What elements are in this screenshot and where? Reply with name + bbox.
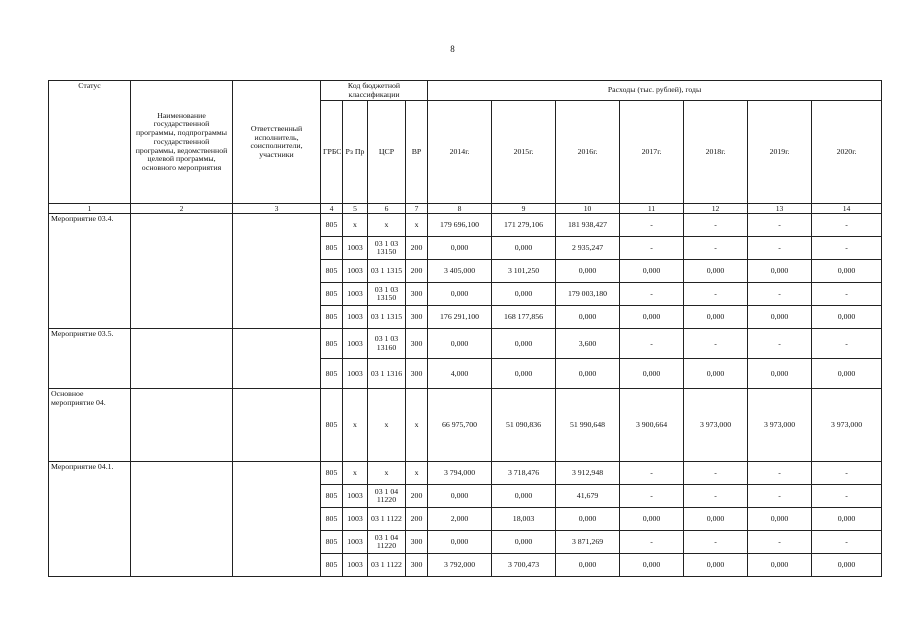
amount-cell: 18,003 xyxy=(492,508,556,531)
amount-cell: 0,000 xyxy=(620,306,684,329)
amount-cell: 66 975,700 xyxy=(428,389,492,462)
program-name-cell xyxy=(131,462,233,577)
amount-cell: 0,000 xyxy=(812,306,882,329)
amount-cell: 3 900,664 xyxy=(620,389,684,462)
amount-cell: - xyxy=(748,462,812,485)
table-row xyxy=(49,389,882,462)
responsible-cell xyxy=(233,214,321,329)
amount-cell: 0,000 xyxy=(748,359,812,389)
amount-cell: 0,000 xyxy=(556,260,620,283)
amount-cell: - xyxy=(684,531,748,554)
amount-cell: 3 794,000 xyxy=(428,462,492,485)
amount-cell: 0,000 xyxy=(684,260,748,283)
csr-cell: x xyxy=(368,389,406,462)
amount-cell: 41,679 xyxy=(556,485,620,508)
header-budget-code: Код бюджетной классификации xyxy=(321,81,428,101)
amount-cell: 0,000 xyxy=(556,508,620,531)
amount-cell: 0,000 xyxy=(620,508,684,531)
rzpr-cell: 1003 xyxy=(343,531,368,554)
amount-cell: 3 700,473 xyxy=(492,554,556,577)
amount-cell: 179 003,180 xyxy=(556,283,620,306)
header-vr: ВР xyxy=(406,101,428,204)
grbs-cell: 805 xyxy=(321,260,343,283)
amount-cell: 0,000 xyxy=(492,237,556,260)
csr-cell: 03 1 1315 xyxy=(368,306,406,329)
program-name-cell xyxy=(131,389,233,462)
amount-cell: 0,000 xyxy=(748,554,812,577)
amount-cell: 0,000 xyxy=(684,554,748,577)
column-number: 14 xyxy=(812,204,882,214)
vr-cell: 300 xyxy=(406,306,428,329)
amount-cell: 0,000 xyxy=(492,359,556,389)
column-number: 8 xyxy=(428,204,492,214)
header-csr: ЦСР xyxy=(368,101,406,204)
amount-cell: 179 696,100 xyxy=(428,214,492,237)
status-cell: Мероприятие 04.1. xyxy=(49,462,131,577)
column-number: 10 xyxy=(556,204,620,214)
rzpr-cell: 1003 xyxy=(343,359,368,389)
table-row xyxy=(49,214,882,237)
table-row xyxy=(49,462,882,485)
vr-cell: x xyxy=(406,389,428,462)
grbs-cell: 805 xyxy=(321,508,343,531)
header-year-2016: 2016г. xyxy=(556,101,620,204)
header-row-top xyxy=(49,81,882,101)
header-year-2015: 2015г. xyxy=(492,101,556,204)
amount-cell: - xyxy=(620,237,684,260)
amount-cell: 0,000 xyxy=(492,531,556,554)
vr-cell: 200 xyxy=(406,508,428,531)
status-cell: Мероприятие 03.4. xyxy=(49,214,131,329)
amount-cell: 3 973,000 xyxy=(812,389,882,462)
amount-cell: - xyxy=(812,237,882,260)
amount-cell: 0,000 xyxy=(428,485,492,508)
amount-cell: - xyxy=(812,283,882,306)
amount-cell: - xyxy=(748,283,812,306)
header-year-2019: 2019г. xyxy=(748,101,812,204)
header-year-2017: 2017г. xyxy=(620,101,684,204)
column-number: 3 xyxy=(233,204,321,214)
amount-cell: - xyxy=(748,237,812,260)
header-responsible: Ответственный исполнитель, соисполнители, участники xyxy=(233,81,321,204)
grbs-cell: 805 xyxy=(321,359,343,389)
amount-cell: - xyxy=(812,462,882,485)
amount-cell: 0,000 xyxy=(492,485,556,508)
header-expenses: Расходы (тыс. рублей), годы xyxy=(428,81,882,101)
amount-cell: 0,000 xyxy=(812,260,882,283)
amount-cell: 0,000 xyxy=(748,508,812,531)
vr-cell: 200 xyxy=(406,237,428,260)
column-number: 7 xyxy=(406,204,428,214)
rzpr-cell: 1003 xyxy=(343,329,368,359)
grbs-cell: 805 xyxy=(321,485,343,508)
csr-cell: 03 1 04 11220 xyxy=(368,485,406,508)
vr-cell: 300 xyxy=(406,554,428,577)
csr-cell: 03 1 1122 xyxy=(368,508,406,531)
amount-cell: 0,000 xyxy=(620,260,684,283)
budget-table xyxy=(48,80,882,577)
csr-cell: 03 1 1315 xyxy=(368,260,406,283)
amount-cell: 0,000 xyxy=(556,554,620,577)
amount-cell: 0,000 xyxy=(492,283,556,306)
amount-cell: - xyxy=(620,531,684,554)
column-number: 6 xyxy=(368,204,406,214)
amount-cell: - xyxy=(684,283,748,306)
vr-cell: 300 xyxy=(406,531,428,554)
csr-cell: 03 1 03 13150 xyxy=(368,283,406,306)
grbs-cell: 805 xyxy=(321,554,343,577)
csr-cell: 03 1 1122 xyxy=(368,554,406,577)
amount-cell: - xyxy=(812,485,882,508)
rzpr-cell: x xyxy=(343,214,368,237)
csr-cell: 03 1 1316 xyxy=(368,359,406,389)
rzpr-cell: 1003 xyxy=(343,260,368,283)
header-status: Статус xyxy=(49,81,131,204)
amount-cell: 0,000 xyxy=(812,359,882,389)
amount-cell: - xyxy=(684,214,748,237)
grbs-cell: 805 xyxy=(321,283,343,306)
vr-cell: 300 xyxy=(406,329,428,359)
amount-cell: 3 101,250 xyxy=(492,260,556,283)
amount-cell: 0,000 xyxy=(556,306,620,329)
amount-cell: - xyxy=(620,462,684,485)
grbs-cell: 805 xyxy=(321,237,343,260)
csr-cell: x xyxy=(368,214,406,237)
grbs-cell: 805 xyxy=(321,214,343,237)
amount-cell: 51 090,836 xyxy=(492,389,556,462)
amount-cell: 3 973,000 xyxy=(684,389,748,462)
page-number: 8 xyxy=(450,44,455,54)
responsible-cell xyxy=(233,389,321,462)
amount-cell: 3 912,948 xyxy=(556,462,620,485)
amount-cell: 0,000 xyxy=(684,306,748,329)
csr-cell: 03 1 04 11220 xyxy=(368,531,406,554)
amount-cell: - xyxy=(748,214,812,237)
amount-cell: 0,000 xyxy=(748,306,812,329)
rzpr-cell: 1003 xyxy=(343,554,368,577)
amount-cell: 0,000 xyxy=(684,359,748,389)
column-number: 4 xyxy=(321,204,343,214)
vr-cell: 300 xyxy=(406,359,428,389)
rzpr-cell: 1003 xyxy=(343,306,368,329)
amount-cell: 0,000 xyxy=(812,508,882,531)
column-number: 12 xyxy=(684,204,748,214)
amount-cell: 0,000 xyxy=(428,329,492,359)
amount-cell: 0,000 xyxy=(428,283,492,306)
amount-cell: - xyxy=(748,531,812,554)
csr-cell: x xyxy=(368,462,406,485)
amount-cell: 2 935,247 xyxy=(556,237,620,260)
amount-cell: - xyxy=(812,531,882,554)
responsible-cell xyxy=(233,462,321,577)
column-number-row xyxy=(49,204,882,214)
vr-cell: 200 xyxy=(406,260,428,283)
csr-cell: 03 1 03 13150 xyxy=(368,237,406,260)
amount-cell: 0,000 xyxy=(492,329,556,359)
rzpr-cell: x xyxy=(343,389,368,462)
amount-cell: 3 792,000 xyxy=(428,554,492,577)
amount-cell: 0,000 xyxy=(620,554,684,577)
amount-cell: 0,000 xyxy=(812,554,882,577)
rzpr-cell: 1003 xyxy=(343,508,368,531)
amount-cell: - xyxy=(684,237,748,260)
amount-cell: - xyxy=(684,329,748,359)
amount-cell: 3 718,476 xyxy=(492,462,556,485)
amount-cell: 3 871,269 xyxy=(556,531,620,554)
rzpr-cell: 1003 xyxy=(343,237,368,260)
vr-cell: x xyxy=(406,214,428,237)
amount-cell: - xyxy=(620,214,684,237)
amount-cell: - xyxy=(684,462,748,485)
header-year-2018: 2018г. xyxy=(684,101,748,204)
rzpr-cell: x xyxy=(343,462,368,485)
amount-cell: 3 405,000 xyxy=(428,260,492,283)
amount-cell: - xyxy=(684,485,748,508)
column-number: 11 xyxy=(620,204,684,214)
amount-cell: - xyxy=(620,485,684,508)
rzpr-cell: 1003 xyxy=(343,485,368,508)
grbs-cell: 805 xyxy=(321,329,343,359)
column-number: 13 xyxy=(748,204,812,214)
grbs-cell: 805 xyxy=(321,306,343,329)
csr-cell: 03 1 03 13160 xyxy=(368,329,406,359)
grbs-cell: 805 xyxy=(321,389,343,462)
amount-cell: 0,000 xyxy=(428,237,492,260)
header-year-2020: 2020г. xyxy=(812,101,882,204)
amount-cell: 0,000 xyxy=(428,531,492,554)
vr-cell: x xyxy=(406,462,428,485)
amount-cell: 3 973,000 xyxy=(748,389,812,462)
amount-cell: 176 291,100 xyxy=(428,306,492,329)
amount-cell: 0,000 xyxy=(620,359,684,389)
grbs-cell: 805 xyxy=(321,531,343,554)
vr-cell: 200 xyxy=(406,485,428,508)
amount-cell: 0,000 xyxy=(556,359,620,389)
column-number: 2 xyxy=(131,204,233,214)
column-number: 9 xyxy=(492,204,556,214)
amount-cell: - xyxy=(748,329,812,359)
column-number: 1 xyxy=(49,204,131,214)
amount-cell: 168 177,856 xyxy=(492,306,556,329)
amount-cell: - xyxy=(620,283,684,306)
amount-cell: 0,000 xyxy=(748,260,812,283)
amount-cell: 181 938,427 xyxy=(556,214,620,237)
header-rzpr: Рз Пр xyxy=(343,101,368,204)
amount-cell: 171 279,106 xyxy=(492,214,556,237)
budget-table-wrapper xyxy=(48,80,881,577)
amount-cell: - xyxy=(620,329,684,359)
program-name-cell xyxy=(131,329,233,389)
amount-cell: 51 990,648 xyxy=(556,389,620,462)
status-cell: Основное мероприятие 04. xyxy=(49,389,131,462)
column-number: 5 xyxy=(343,204,368,214)
header-program-name: Наименование государственной программы, подпрограммы государственной программы, ведомственной целевой программы, основного мероприятия xyxy=(131,81,233,204)
amount-cell: - xyxy=(812,329,882,359)
amount-cell: - xyxy=(812,214,882,237)
amount-cell: 3,600 xyxy=(556,329,620,359)
amount-cell: 4,000 xyxy=(428,359,492,389)
amount-cell: 2,000 xyxy=(428,508,492,531)
responsible-cell xyxy=(233,329,321,389)
program-name-cell xyxy=(131,214,233,329)
grbs-cell: 805 xyxy=(321,462,343,485)
rzpr-cell: 1003 xyxy=(343,283,368,306)
amount-cell: - xyxy=(748,485,812,508)
table-row xyxy=(49,329,882,359)
header-year-2014: 2014г. xyxy=(428,101,492,204)
status-cell: Мероприятие 03.5. xyxy=(49,329,131,389)
amount-cell: 0,000 xyxy=(684,508,748,531)
vr-cell: 300 xyxy=(406,283,428,306)
header-grbs: ГРБС xyxy=(321,101,343,204)
